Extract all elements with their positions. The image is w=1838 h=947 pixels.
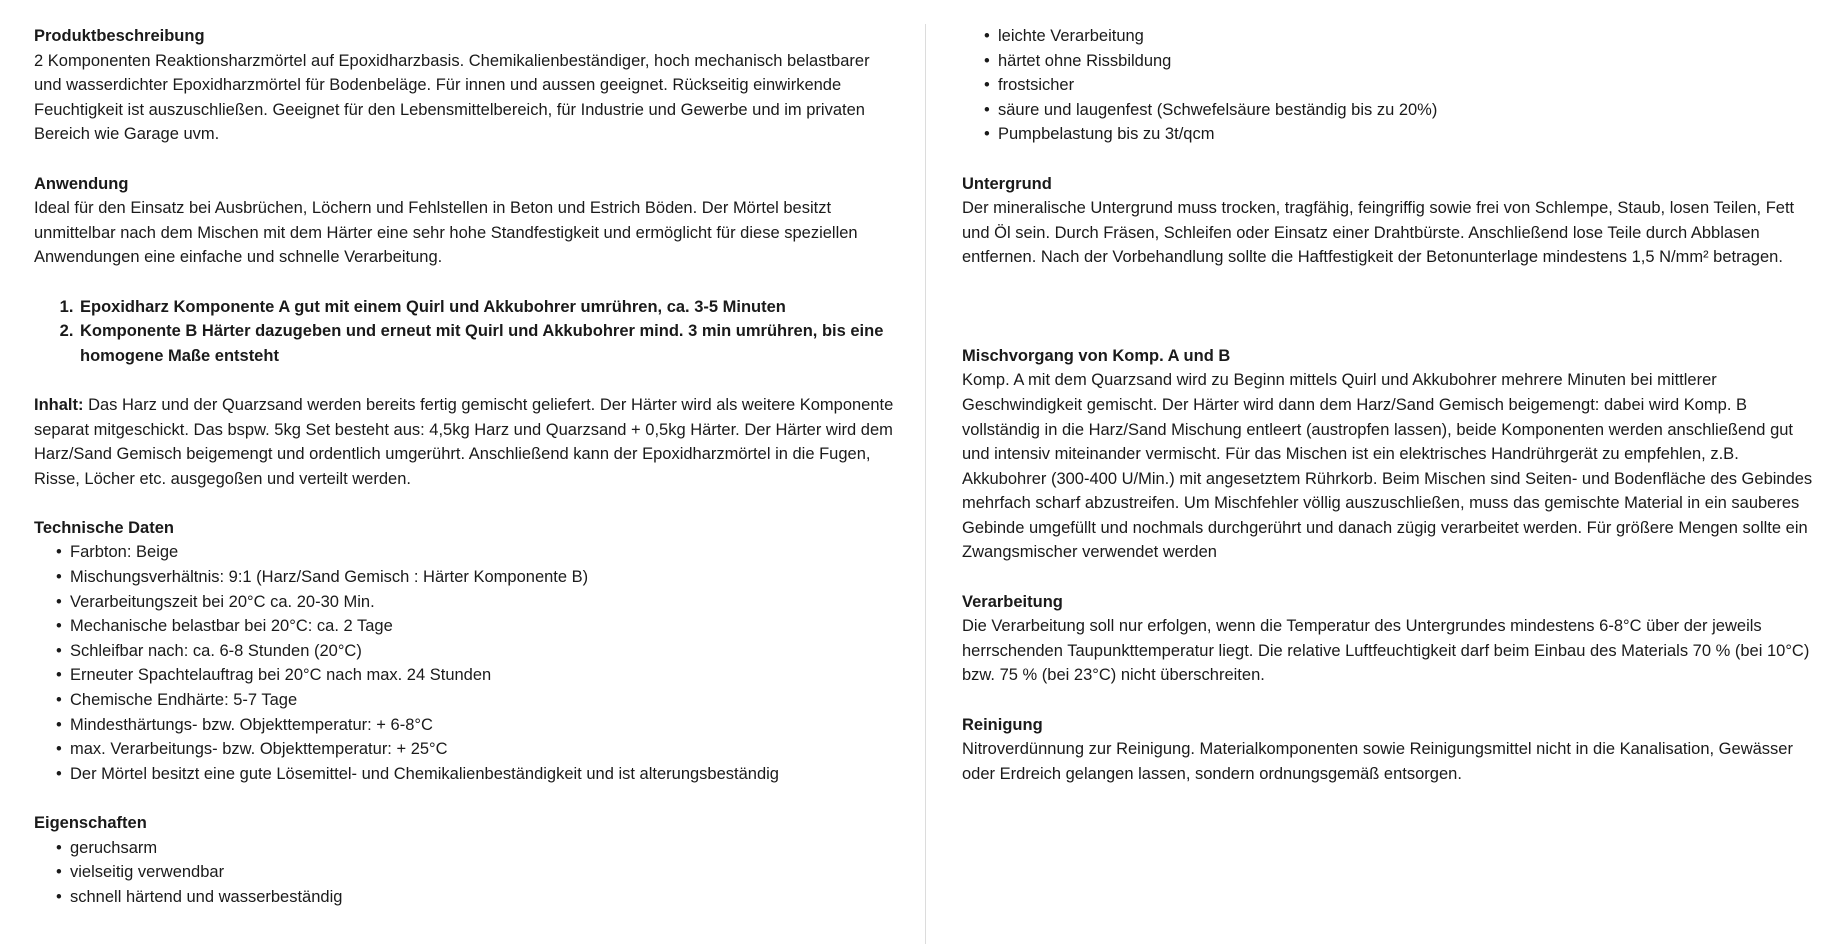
section-text: Nitroverdünnung zur Reinigung. Materialkomponenten sowie Reinigungsmittel nicht in die Kanalisation, Gewässer oder Erdreich gelangen lassen, sondern ordnungsgemäß entsorgen. xyxy=(962,740,1793,783)
section-text: 2 Komponenten Reaktionsharzmörtel auf Epoxidharzbasis. Chemikalienbeständiger, hoch mechanisch belastbarer und wasserdichter Epoxidharzmörtel für Bodenbeläge. Für innen und aussen geeignet. Rückseitig einwirkende Feuchtigkeit ist auszuschließen. Geeignet für den Lebensmittelbereich, für Industrie und Gewerbe und im privaten Bereich wie Garage uvm. xyxy=(34,51,870,144)
section-text: Die Verarbeitung soll nur erfolgen, wenn die Temperatur des Untergrundes mindestens 6-8°C über der jeweils herrschenden Taupunkttemperatur liegt. Die relative Luftfeuchtigkeit darf beim Einbau des Materials 70 % (bei 10°C) bzw. 75 % (bei 23°C) nicht überschreiten. xyxy=(962,617,1810,685)
technical-data-list xyxy=(34,540,894,786)
section-reinigung xyxy=(962,713,1822,787)
list-item: • Mischungsverhältnis: 9:1 (Harz/Sand Gemisch : Härter Komponente B) xyxy=(56,565,894,590)
mixing-steps-list xyxy=(34,295,894,369)
list-item: • Mechanische belastbar bei 20°C: ca. 2 Tage xyxy=(56,614,894,639)
section-mischvorgang xyxy=(962,344,1822,565)
section-anwendung xyxy=(34,172,894,270)
section-title: Anwendung xyxy=(34,174,129,193)
properties-list xyxy=(34,836,894,910)
column-divider xyxy=(925,24,926,944)
section-technische-daten xyxy=(34,516,894,787)
section-inhalt xyxy=(34,393,894,491)
list-item: • max. Verarbeitungs- bzw. Objekttemperatur: + 25°C xyxy=(56,737,894,762)
section-eigenschaften xyxy=(34,811,894,909)
list-item: • Erneuter Spachtelauftrag bei 20°C nach max. 24 Stunden xyxy=(56,663,894,688)
inhalt-label: Inhalt: xyxy=(34,395,84,414)
section-title: Verarbeitung xyxy=(962,592,1063,611)
section-title: Produktbeschreibung xyxy=(34,27,205,45)
left-column xyxy=(34,24,894,909)
list-item: • Verarbeitungszeit bei 20°C ca. 20-30 Min. xyxy=(56,590,894,615)
list-item: • Pumpbelastung bis zu 3t/qcm xyxy=(984,122,1822,147)
list-item: • frostsicher xyxy=(984,73,1822,98)
list-item: • vielseitig verwendbar xyxy=(56,860,894,885)
properties-list-continued xyxy=(962,24,1822,147)
section-title: Reinigung xyxy=(962,715,1043,734)
list-item: • schnell härtend und wasserbeständig xyxy=(56,885,894,910)
list-item: • Der Mörtel besitzt eine gute Lösemittel- und Chemikalienbeständigkeit und ist alterungsbeständig xyxy=(56,762,894,787)
section-text: Ideal für den Einsatz bei Ausbrüchen, Löchern und Fehlstellen in Beton und Estrich Böden. Der Mörtel besitzt unmittelbar nach dem Mischen mit dem Härter eine sehr hohe Standfestigkeit und ermöglicht für diese speziellen Anwendungen eine einfache und schnelle Verarbeitung. xyxy=(34,199,858,267)
list-item: 2. Komponente B Härter dazugeben und erneut mit Quirl und Akkubohrer mind. 3 min umrühren, bis eine homogene Maße entsteht xyxy=(78,319,894,368)
inhalt-text: Das Harz und der Quarzsand werden bereits fertig gemischt geliefert. Der Härter wird als weitere Komponente separat mitgeschickt. Das bspw. 5kg Set besteht aus: 4,5kg Harz und Quarzsand + 0,5kg Härter. Der Härter wird dem Harz/Sand Gemisch beigemengt und ordentlich umgerührt. Anschließend kann der Epoxidharzmörtel in die Fugen, Risse, Löcher etc. ausgegoßen und verteilt werden. xyxy=(34,395,894,488)
list-item: • Schleifbar nach: ca. 6-8 Stunden (20°C) xyxy=(56,639,894,664)
list-item: • geruchsarm xyxy=(56,836,894,861)
list-item: 1. Epoxidharz Komponente A gut mit einem Quirl und Akkubohrer umrühren, ca. 3-5 Minuten xyxy=(78,295,894,320)
list-item: • Mindesthärtungs- bzw. Objekttemperatur: + 6-8°C xyxy=(56,713,894,738)
section-text: Der mineralische Untergrund muss trocken, tragfähig, feingriffig sowie frei von Schlempe, Staub, losen Teilen, Fett und Öl sein. Durch Fräsen, Schleifen oder Einsatz einer Drahtbürste. Anschließend lose Teile durch Abblasen entfernen. Nach der Vorbehandlung sollte die Haftfestigkeit der Betonunterlage mindestens 1,5 N/mm² betragen. xyxy=(962,199,1795,267)
list-item: • Farbton: Beige xyxy=(56,540,894,565)
section-title: Mischvorgang von Komp. A und B xyxy=(962,346,1231,365)
section-title: Untergrund xyxy=(962,174,1052,193)
list-item: • leichte Verarbeitung xyxy=(984,24,1822,49)
section-title: Eigenschaften xyxy=(34,814,147,832)
section-produktbeschreibung xyxy=(34,24,894,147)
list-item: • säure und laugenfest (Schwefelsäure beständig bis zu 20%) xyxy=(984,98,1822,123)
section-title: Technische Daten xyxy=(34,518,174,537)
section-verarbeitung xyxy=(962,590,1822,688)
list-item: • härtet ohne Rissbildung xyxy=(984,49,1822,74)
right-column xyxy=(962,24,1822,786)
list-item: • Chemische Endhärte: 5-7 Tage xyxy=(56,688,894,713)
section-text: Komp. A mit dem Quarzsand wird zu Beginn mittels Quirl und Akkubohrer mehrere Minuten bei mittlerer Geschwindigkeit gemischt. Der Härter wird dann dem Harz/Sand Gemisch beigemengt: dabei wird Komp. B vollständig in die Harz/Sand Mischung entleert (austropfen lassen), beide Komponenten werden anschließend gut und intensiv miteinander vermischt. Für das Mischen ist ein elektrisches Handrührgerät zu empfehlen, z.B. Akkubohrer (300-400 U/Min.) mit angesetztem Rührkorb. Beim Mischen sind Seiten- und Bodenfläche des Gebindes mehrfach scharf abzustreifen. Um Mischfehler völlig auszuschließen, muss das gemischte Material in ein sauberes Gebinde umgefüllt und nochmals durchgerührt und danach zügig verarbeitet werden. Für größere Mengen sollte ein Zwangsmischer verwendet werden xyxy=(962,371,1813,562)
section-untergrund xyxy=(962,172,1822,270)
